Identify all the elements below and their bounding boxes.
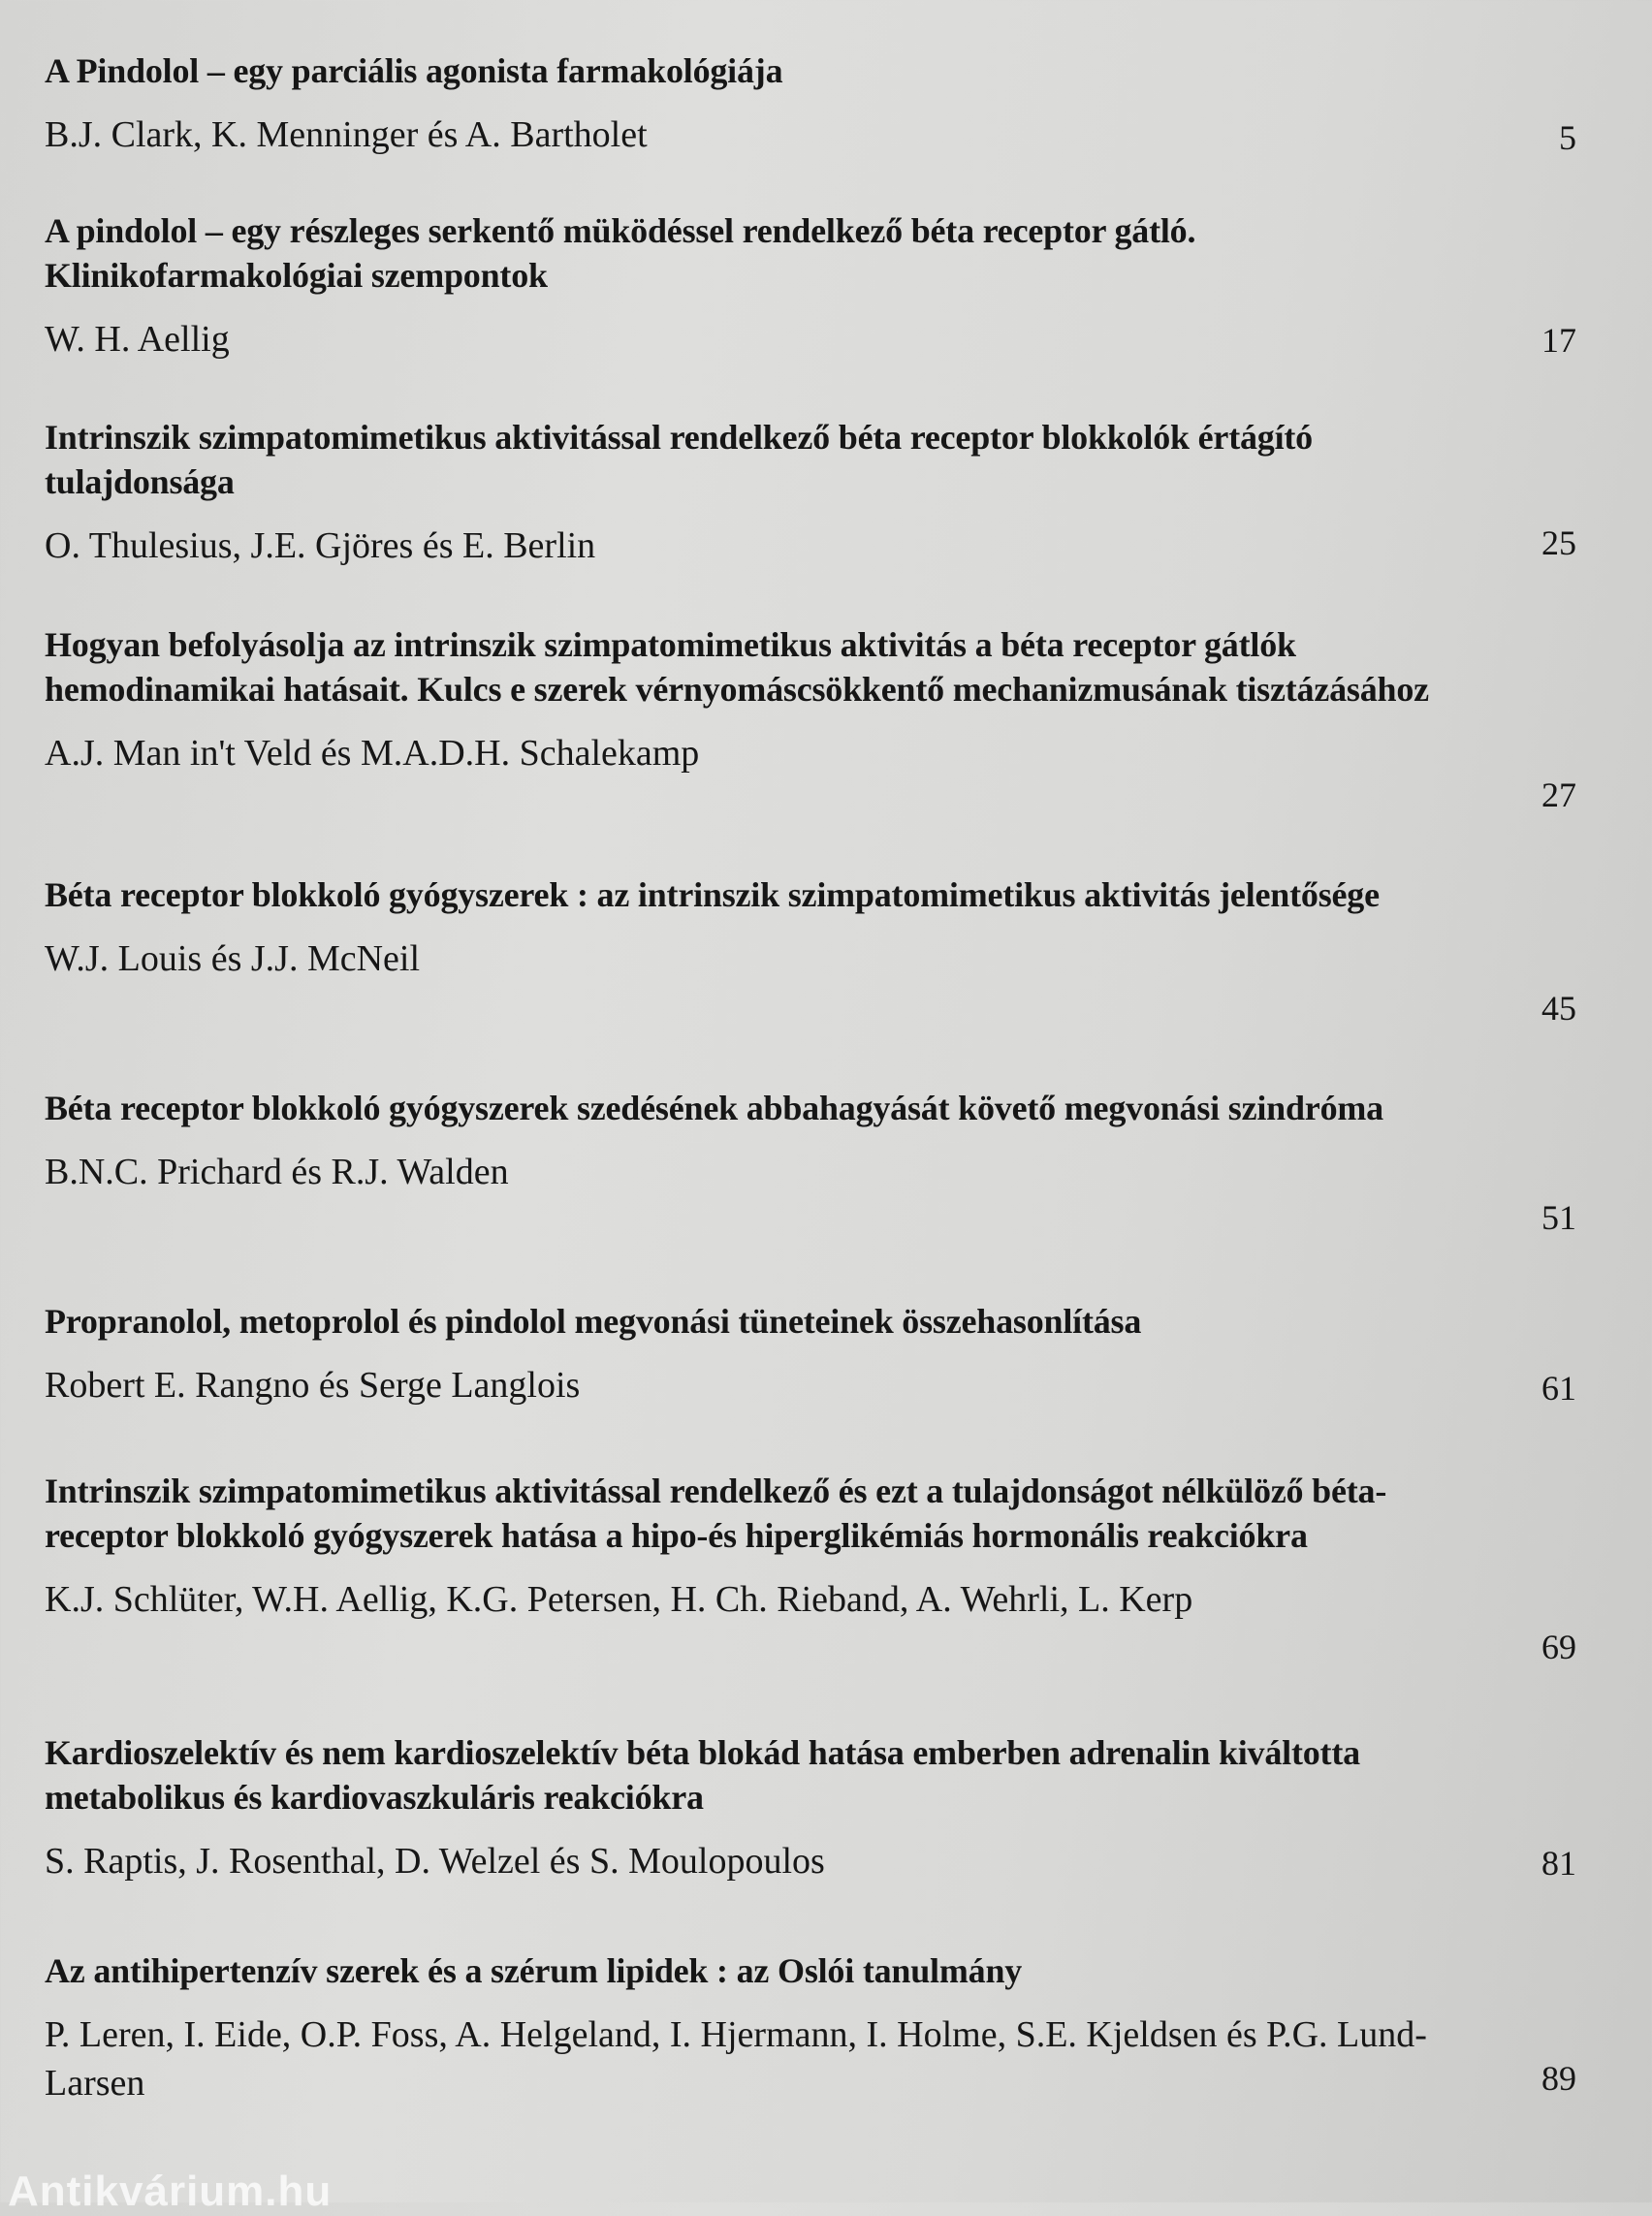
entry-page-number: 61 [1541,1369,1576,1408]
entry-page-number: 69 [1541,1628,1576,1666]
entry-page-number: 5 [1559,118,1576,157]
entry-page-number: 27 [1541,776,1576,814]
entry-authors: W.J. Louis és J.J. McNeil [45,938,421,979]
entry-title: Kardioszelektív és nem kardioszelektív béta blokád hatása emberben adrenalin kiváltotta metabolikus és kardiovaszkuláris reakciókra [45,1733,1360,1817]
entry-title: Propranolol, metoprolol és pindolol megvonási tüneteinek összehasonlítása [45,1302,1142,1341]
entry-title: A pindolol – egy részleges serkentő müködéssel rendelkező béta receptor gátló. Klinikofarmakológiai szempontok [45,211,1196,295]
entry-page-number: 25 [1541,523,1576,562]
watermark-text: Antikvárium.hu [8,2168,333,2215]
toc-entry-9 [45,1730,1576,1885]
entry-authors: K.J. Schlüter, W.H. Aellig, K.G. Petersen, H. Ch. Rieband, A. Wehrli, L. Kerp [45,1579,1193,1620]
entry-title: Az antihipertenzív szerek és a szérum lipidek : az Oslói tanulmány [45,1951,1023,1990]
toc-entry-7 [45,1299,1576,1409]
entry-title: Intrinszik szimpatomimetikus aktivitással rendelkező és ezt a tulajdonságot nélkülöző béta-receptor blokkoló gyógyszerek hatása a hipo-és hiperglikémiás hormonális reakciókra [45,1472,1387,1555]
entry-title: A Pindolol – egy parciális agonista farmakológiája [45,51,783,90]
toc-entry-5 [45,872,1576,1028]
entry-authors: W. H. Aellig [45,319,230,360]
toc-entry-6 [45,1086,1576,1237]
entry-title: Hogyan befolyásolja az intrinszik szimpatomimetikus aktivitás a béta receptor gátlók hemodinamikai hatásait. Kulcs e szerek vérnyomáscsökkentő mechanizmusának tisztázásához [45,625,1429,709]
entry-title: Intrinszik szimpatomimetikus aktivitással rendelkező béta receptor blokkolók értágító tulajdonsága [45,418,1313,501]
entry-page-number: 17 [1541,321,1576,360]
entry-authors: B.J. Clark, K. Menninger és A. Bartholet [45,114,648,155]
entry-authors: S. Raptis, J. Rosenthal, D. Welzel és S. Moulopoulos [45,1841,825,1882]
toc-entry-4 [45,622,1576,814]
toc-entry-2 [45,208,1576,364]
entry-authors: A.J. Man in't Veld és M.A.D.H. Schalekamp [45,733,700,774]
entry-authors: B.N.C. Prichard és R.J. Walden [45,1152,509,1192]
toc-entry-8 [45,1469,1576,1666]
toc-entry-10 [45,1948,1576,2107]
entry-page-number: 45 [1541,989,1576,1028]
entry-title: Béta receptor blokkoló gyógyszerek szedésének abbahagyását követő megvonási szindróma [45,1089,1383,1127]
entry-authors: P. Leren, I. Eide, O.P. Foss, A. Helgeland, I. Hjermann, I. Holme, S.E. Kjeldsen és P.G. Lund-Larsen [45,2014,1427,2104]
entry-page-number: 81 [1541,1844,1576,1883]
entry-authors: O. Thulesius, J.E. Gjöres és E. Berlin [45,525,596,566]
toc-entry-1 [45,48,1576,159]
entry-title: Béta receptor blokkoló gyógyszerek : az intrinszik szimpatomimetikus aktivitás jelentősége [45,875,1380,914]
entry-page-number: 89 [1541,2059,1576,2098]
toc-entry-3 [45,415,1576,570]
entry-page-number: 51 [1541,1198,1576,1237]
entry-authors: Robert E. Rangno és Serge Langlois [45,1365,581,1406]
